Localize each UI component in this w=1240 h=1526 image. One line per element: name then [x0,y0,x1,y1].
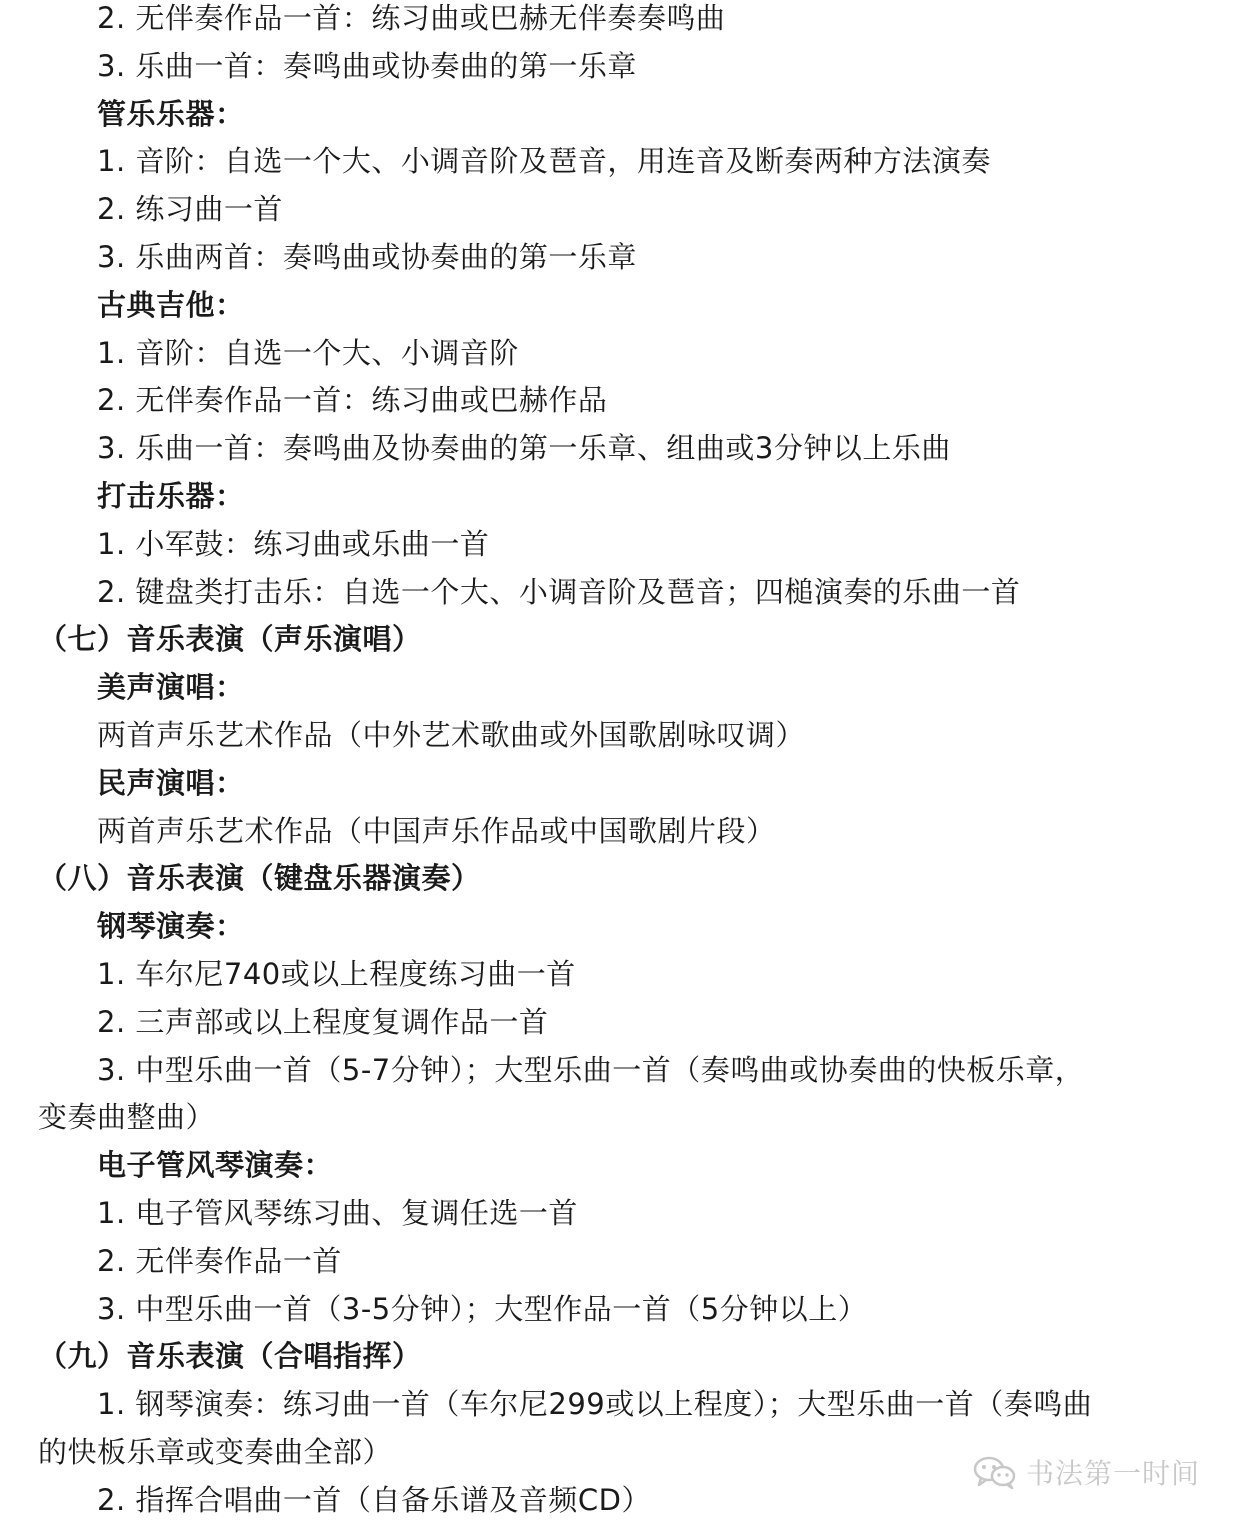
text-line: 变奏曲整曲） [38,1100,216,1135]
text-line: 2. 三声部或以上程度复调作品一首 [97,1004,549,1039]
text-line: 两首声乐艺术作品（中国声乐作品或中国歌剧片段） [97,813,776,848]
text-line: 2. 无伴奏作品一首 [97,1243,342,1278]
section-heading: （八）音乐表演（键盘乐器演奏） [38,861,481,896]
subheading: 美声演唱： [97,670,245,705]
text-line: 1. 音阶：自选一个大、小调音阶及琶音，用连音及断奏两种方法演奏 [97,144,991,179]
text-line: 3. 乐曲两首：奏鸣曲或协奏曲的第一乐章 [97,240,637,274]
subheading: 打击乐器： [97,479,245,513]
subheading: 电子管风琴演奏： [97,1148,334,1183]
text-line: 2. 指挥合唱曲一首（自备乐谱及音频CD） [97,1482,651,1517]
subheading: 古典吉他： [97,287,245,322]
subheading: 民声演唱： [97,765,245,800]
text-line: 2. 无伴奏作品一首：练习曲或巴赫作品 [97,383,608,418]
text-line: 的快板乐章或变奏曲全部） [38,1435,393,1469]
text-line: 2. 无伴奏作品一首：练习曲或巴赫无伴奏奏鸣曲 [97,1,726,35]
text-line: 2. 键盘类打击乐：自选一个大、小调音阶及琶音；四槌演奏的乐曲一首 [97,574,1021,609]
section-heading: （九）音乐表演（合唱指挥） [38,1339,422,1374]
text-line: 两首声乐艺术作品（中外艺术歌曲或外国歌剧咏叹调） [97,718,806,752]
text-line: 1. 电子管风琴练习曲、复调任选一首 [97,1196,578,1230]
text-line: 2. 练习曲一首 [97,192,283,227]
text-line: 1. 音阶：自选一个大、小调音阶 [97,335,519,370]
text-line: 3. 中型乐曲一首（3-5分钟）；大型作品一首（5分钟以上） [97,1291,868,1326]
text-line: 1. 钢琴演奏：练习曲一首（车尔尼299或以上程度）；大型乐曲一首（奏鸣曲 [97,1387,1093,1422]
watermark [972,1452,1200,1492]
subheading: 钢琴演奏： [97,909,245,944]
text-line: 1. 小军鼓：练习曲或乐曲一首 [97,526,490,561]
subheading: 管乐乐器： [97,96,245,131]
text-line: 3. 乐曲一首：奏鸣曲或协奏曲的第一乐章 [97,48,637,83]
watermark-text: 书法第一时间 [1025,1457,1200,1490]
text-line: 3. 中型乐曲一首（5-7分钟）；大型乐曲一首（奏鸣曲或协奏曲的快板乐章， [97,1052,1085,1087]
text-line: 3. 乐曲一首：奏鸣曲及协奏曲的第一乐章、组曲或3分钟以上乐曲 [97,431,951,466]
text-line: 1. 车尔尼740或以上程度练习曲一首 [97,957,576,991]
section-heading: （七）音乐表演（声乐演唱） [38,622,422,657]
wechat-icon [972,1454,1018,1490]
